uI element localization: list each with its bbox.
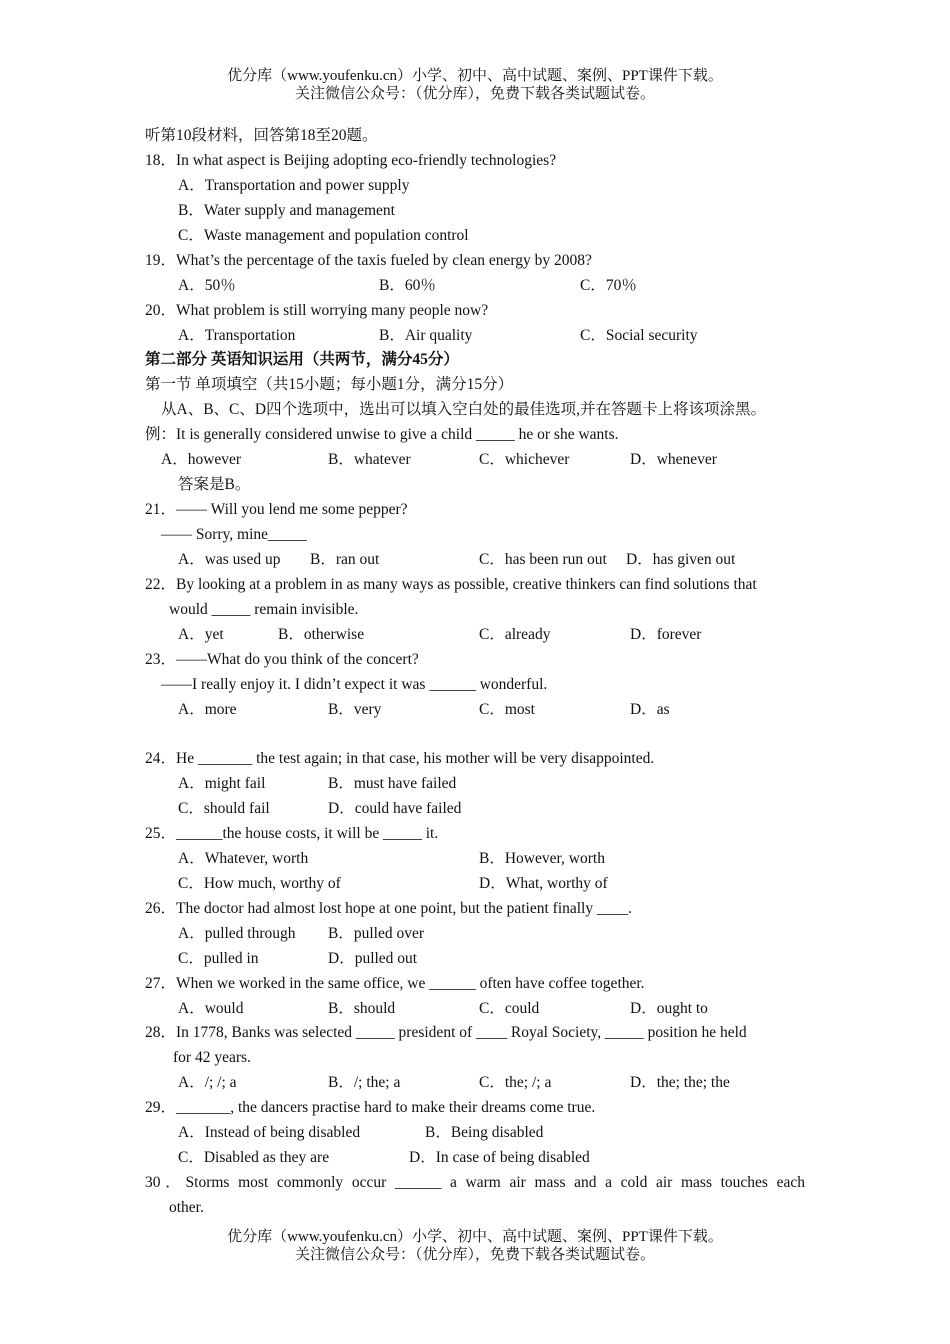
question-25-stem: 25．______the house costs, it will be _____ it. [145, 825, 439, 842]
question-24-option-a: A．might fail [178, 775, 266, 792]
question-22-stem: 22．By looking at a problem in as many ways as possible, creative thinkers can find solutions that [145, 576, 757, 593]
example-option-b: B．whatever [328, 451, 411, 468]
question-26-stem: 26．The doctor had almost lost hope at one point, but the patient finally ____. [145, 900, 632, 917]
question-25-option-b: B．However, worth [479, 850, 605, 867]
example-option-a: A．however [161, 451, 242, 468]
example-option-d: D．whenever [630, 451, 717, 468]
footer-line-1: 优分库（www.youfenku.cn）小学、初中、高中试题、案例、PPT课件下载。 [227, 1229, 723, 1245]
question-21-stem: 21．—— Will you lend me some pepper? [145, 501, 408, 518]
question-27-option-d: D．ought to [630, 1000, 708, 1017]
question-28-stem-cont: for 42 years. [173, 1049, 251, 1066]
question-21-reply: —— Sorry, mine_____ [161, 526, 307, 543]
question-23-option-c: C．most [479, 701, 535, 718]
question-24-stem: 24．He _______ the test again; in that case, his mother will be very disappointed. [145, 750, 655, 767]
question-18-stem: 18．In what aspect is Beijing adopting eco-friendly technologies? [145, 152, 557, 169]
question-22-option-c: C．already [479, 626, 551, 643]
question-25-option-d: D．What, worthy of [479, 875, 608, 892]
example-answer: 答案是B。 [178, 476, 251, 493]
question-26-option-a: A．pulled through [178, 925, 296, 942]
question-23-option-d: D．as [630, 701, 670, 718]
question-21-option-a: A．was used up [178, 551, 281, 568]
question-22-stem-cont: would _____ remain invisible. [169, 601, 359, 618]
question-20-option-a: A．Transportation [178, 327, 296, 344]
question-28-stem: 28．In 1778, Banks was selected _____ president of ____ Royal Society, _____ position he held [145, 1024, 747, 1041]
question-21-option-b: B．ran out [310, 551, 380, 568]
question-26-option-b: B．pulled over [328, 925, 424, 942]
question-29-stem: 29．_______, the dancers practise hard to make their dreams come true. [145, 1099, 596, 1116]
question-22-option-a: A．yet [178, 626, 224, 643]
listening-intro: 听第10段材料，回答第18至20题。 [145, 127, 378, 144]
question-21-option-c: C．has been run out [479, 551, 607, 568]
question-25-option-a: A．Whatever, worth [178, 850, 309, 867]
section1-instruction: 从A、B、C、D四个选项中，选出可以填入空白处的最佳选项,并在答题卡上将该项涂黑。 [161, 401, 766, 418]
question-28-option-b: B．/; the; a [328, 1074, 401, 1091]
header-line-2: 关注微信公众号：（优分库），免费下载各类试题试卷。 [294, 86, 655, 102]
question-19-option-b: B．60％ [379, 277, 436, 294]
question-20-option-c: C．Social security [580, 327, 698, 344]
question-28-option-c: C．the; /; a [479, 1074, 552, 1091]
example-stem: 例：It is generally considered unwise to give a child _____ he or she wants. [145, 426, 619, 443]
section1-title: 第一节 单项填空（共15小题；每小题1分，满分15分） [145, 376, 514, 393]
question-26-option-d: D．pulled out [328, 950, 418, 967]
question-19-option-a: A．50％ [178, 277, 236, 294]
question-23-option-b: B．very [328, 701, 382, 718]
example-option-c: C．whichever [479, 451, 570, 468]
question-28-option-d: D．the; the; the [630, 1074, 730, 1091]
question-18-option-b: B．Water supply and management [178, 202, 395, 219]
question-19-stem: 19．What’s the percentage of the taxis fueled by clean energy by 2008? [145, 252, 592, 269]
question-22-option-d: D．forever [630, 626, 702, 643]
question-22-option-b: B．otherwise [278, 626, 365, 643]
question-18-option-a: A．Transportation and power supply [178, 177, 410, 194]
footer-line-2: 关注微信公众号：（优分库），免费下载各类试题试卷。 [294, 1247, 655, 1263]
question-20-option-b: B．Air quality [379, 327, 473, 344]
question-27-option-c: C．could [479, 1000, 540, 1017]
question-25-option-c: C．How much, worthy of [178, 875, 341, 892]
question-29-option-d: D．In case of being disabled [409, 1149, 590, 1166]
question-21-option-d: D．has given out [626, 551, 736, 568]
question-23-stem: 23．——What do you think of the concert? [145, 651, 419, 668]
question-30-stem-cont: other. [169, 1199, 204, 1216]
question-23-reply: ——I really enjoy it. I didn’t expect it was ______ wonderful. [161, 676, 548, 693]
question-27-stem: 27．When we worked in the same office, we ______ often have coffee together. [145, 975, 645, 992]
question-19-option-c: C．70％ [580, 277, 637, 294]
question-30-stem: 30．Storms most commonly occur ______ a warm air mass and a cold air mass touches each [145, 1174, 805, 1191]
header-line-1: 优分库（www.youfenku.cn）小学、初中、高中试题、案例、PPT课件下载。 [227, 68, 723, 84]
part2-title: 第二部分 英语知识运用（共两节，满分45分） [145, 351, 459, 368]
question-24-option-b: B．must have failed [328, 775, 457, 792]
question-23-option-a: A．more [178, 701, 237, 718]
question-29-option-b: B．Being disabled [425, 1124, 544, 1141]
question-27-option-b: B．should [328, 1000, 396, 1017]
question-27-option-a: A．would [178, 1000, 244, 1017]
question-24-option-d: D．could have failed [328, 800, 462, 817]
question-24-option-c: C．should fail [178, 800, 270, 817]
question-20-stem: 20．What problem is still worrying many people now? [145, 302, 489, 319]
question-29-option-c: C．Disabled as they are [178, 1149, 330, 1166]
question-28-option-a: A．/; /; a [178, 1074, 237, 1091]
question-26-option-c: C．pulled in [178, 950, 259, 967]
question-18-option-c: C．Waste management and population control [178, 227, 469, 244]
question-29-option-a: A．Instead of being disabled [178, 1124, 361, 1141]
